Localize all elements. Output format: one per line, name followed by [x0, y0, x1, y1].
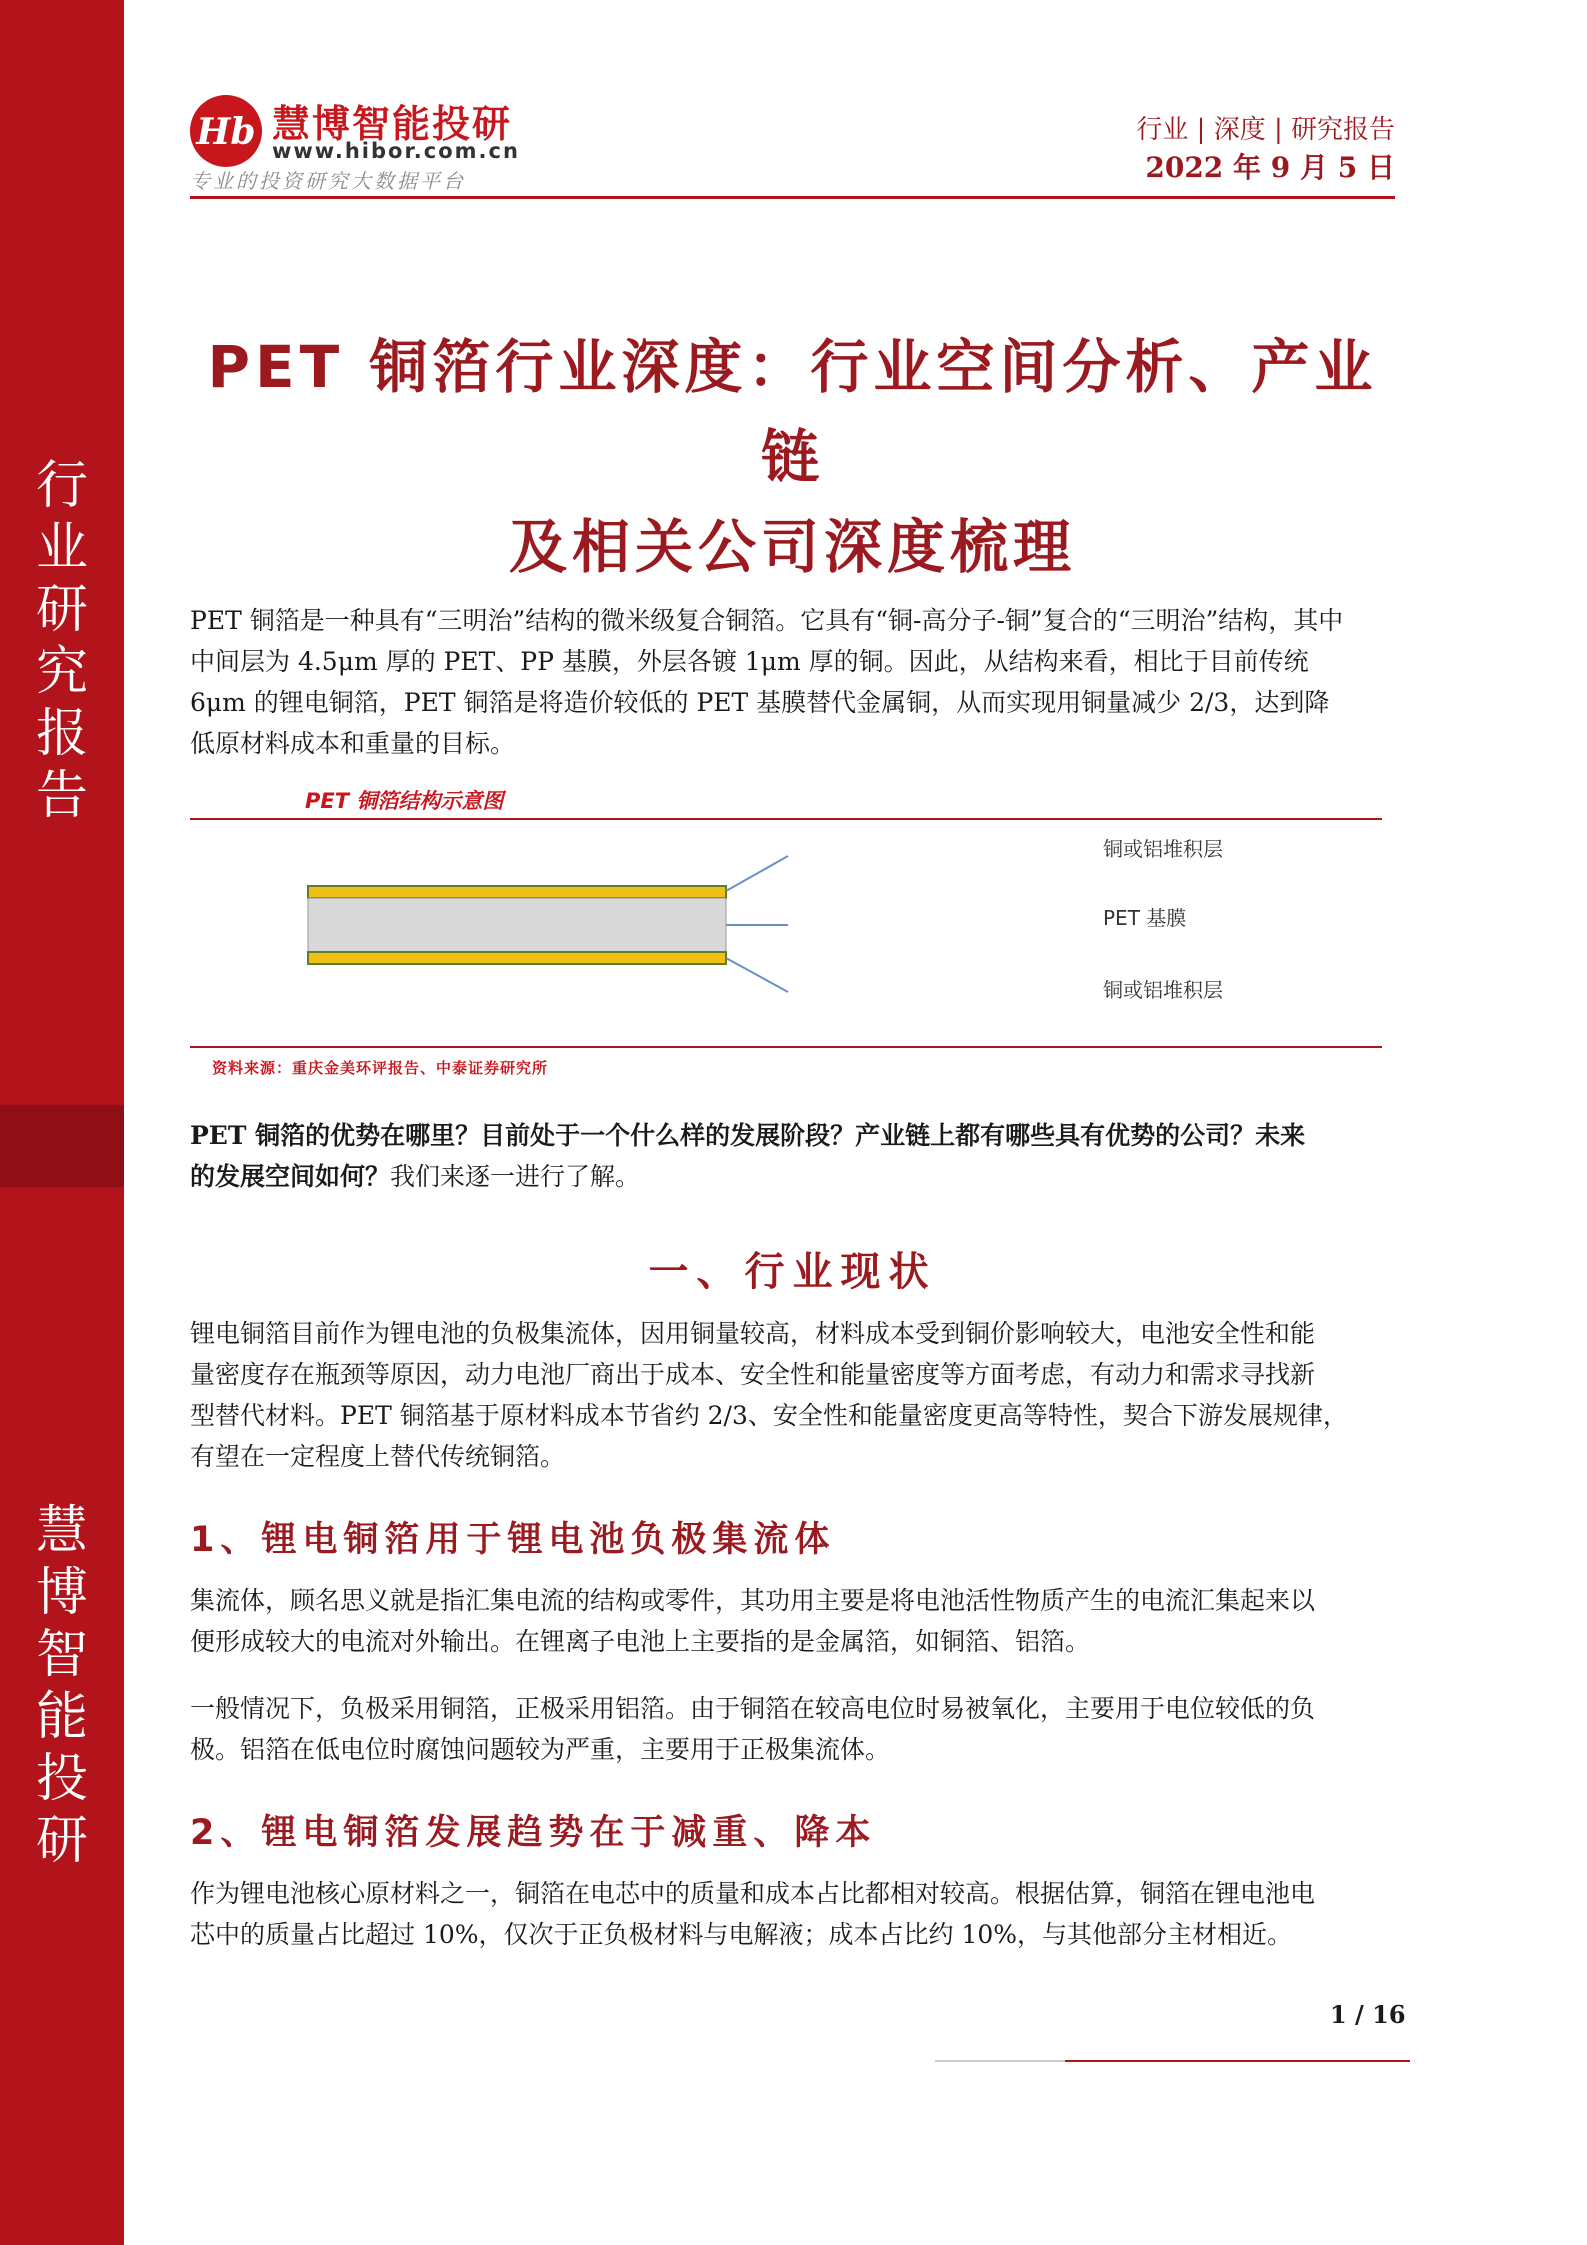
figure-bottom-metal-layer [308, 952, 726, 964]
subsection-2-paragraph-1: 作为锂电池核心原材料之一，铜箔在电芯中的质量和成本占比都相对较高。根据估算，铜箔在锂电池电 芯中的质量占比超过 10%，仅次于正负极材料与电解液；成本占比约 10%，与其他部分主材相近。 [190, 1879, 1316, 1949]
logo-slogan: 专业的投资研究大数据平台 [190, 169, 466, 193]
header-meta [1136, 113, 1395, 189]
sidebar [0, 0, 124, 2245]
figure-label-bottom: 铜或铝堆积层 [1103, 978, 1223, 1002]
subsection-2-title: 2、锂电铜箔发展趋势在于减重、降本 [190, 1813, 877, 1853]
page-header [190, 95, 1395, 197]
figure-top-metal-layer [308, 886, 726, 898]
subsection-1-paragraph-1: 集流体，顾名思义就是指汇集电流的结构或零件，其功用主要是将电池活性物质产生的电流汇集起来以 便形成较大的电流对外输出。在锂离子电池上主要指的是金属箔，如铜箔、铝箔。 [190, 1586, 1316, 1656]
title-line-1: PET 铜箔行业深度：行业空间分析、产业链 [207, 333, 1378, 491]
figure-leader-bottom [726, 958, 788, 992]
figure-label-middle: PET 基膜 [1103, 906, 1187, 930]
section-title: 一、行业现状 [648, 1249, 937, 1295]
figure-pet-film-layer [308, 898, 726, 952]
sidebar-report-type: 行 业 研 究 报 告 [35, 456, 88, 826]
figure-leader-top [726, 856, 788, 891]
subsection-1-paragraph-2: 一般情况下，负极采用铜箔，正极采用铝箔。由于铜箔在较高电位时易被氧化，主要用于电位较低的负 极。铝箔在低电位时腐蚀问题较为严重，主要用于正极集流体。 [190, 1694, 1316, 1764]
report-date: 2022 年 9 月 5 日 [1145, 151, 1395, 184]
sidebar-divider-band [0, 1105, 124, 1187]
svg-text:Hb: Hb [196, 111, 256, 153]
intro-paragraph: PET 铜箔是一种具有“三明治”结构的微米级复合铜箔。它具有“铜-高分子-铜”复合的“三明治”结构，其中 中间层为 4.5μm 厚的 PET、PP 基膜，外层各镀 1μm 厚的铜。因此，从结构来看，相比于目前传统 6μm 的锂电铜箔，PET 铜箔是将造价较低的 PET 基膜替代金属铜，从而实现用铜量减少 2/3，达到降 低原材料成本和重量的目标。 [190, 606, 1344, 758]
question-paragraph: PET 铜箔的优势在哪里？目前处于一个什么样的发展阶段？产业链上都有哪些具有优势的公司？未来 的发展空间如何？我们来逐一进行了解。 [190, 1121, 1306, 1191]
logo-name: 慧博智能投研 [272, 102, 513, 146]
figure-source: 资料来源：重庆金美环评报告、中泰证券研究所 [212, 1059, 549, 1077]
figure-bottom-rule [190, 1046, 1382, 1048]
header-divider [190, 196, 1395, 199]
figure-top-rule [190, 818, 1382, 820]
title-line-2: 及相关公司深度梳理 [508, 513, 1076, 581]
footer-rule-grey [935, 2060, 1065, 2062]
page-number: 1 / 16 [1330, 2000, 1406, 2029]
figure-title: PET 铜箔结构示意图 [305, 789, 504, 813]
report-category: 行业 | 深度 | 研究报告 [1136, 115, 1395, 145]
footer-rule-red [1065, 2060, 1410, 2062]
sidebar-brand: 慧 博 智 能 投 研 [35, 1501, 88, 1871]
logo-url[interactable]: www.hibor.com.cn [272, 139, 520, 163]
subsection-1-title: 1、锂电铜箔用于锂电池负极集流体 [190, 1520, 836, 1560]
hibor-logo-icon[interactable] [190, 95, 262, 167]
page-title [190, 322, 1395, 592]
figure-label-top: 铜或铝堆积层 [1103, 837, 1223, 861]
section1-paragraph: 锂电铜箔目前作为锂电池的负极集流体，因用铜量较高，材料成本受到铜价影响较大，电池安全性和能 量密度存在瓶颈等原因，动力电池厂商出于成本、安全性和能量密度等方面考虑，有动力和需求寻找新 型替代材料。PET 铜箔基于原材料成本节省约 2/3、安全性和能量密度更高等特性，契合下游发展规律， 有望在一定程度上替代传统铜箔。 [190, 1319, 1348, 1471]
